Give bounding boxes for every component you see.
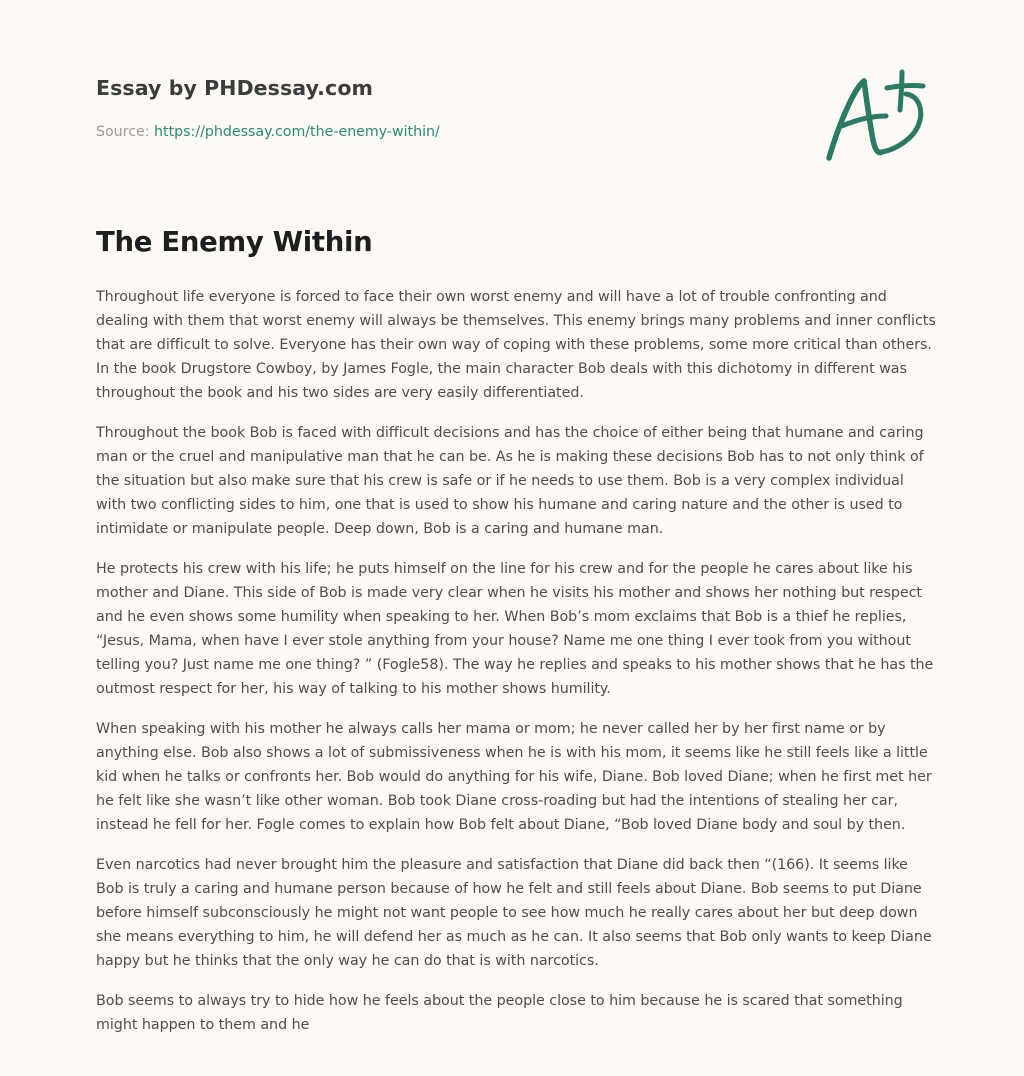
article-paragraph: Bob seems to always try to hide how he feels about the people close to him because he is scared that something might happen to them and he (96, 993, 903, 1033)
a-plus-grade-icon (820, 66, 930, 166)
article-paragraph: Even narcotics had never brought him the pleasure and satisfaction that Diane did back then “(166). It seems like Bob is truly a caring and humane person because of how he felt and still feels about Diane. Bob seems to put Diane before himself subconsciously he might not want people to see how much he really cares about her but deep down she means everything to him, he will defend her as much as he can. It also seems that Bob only wants to keep Diane happy but he thinks that the only way he can do that is with narcotics. (96, 857, 932, 969)
source-link[interactable]: https://phdessay.com/the-enemy-within/ (154, 124, 440, 140)
source-line (96, 124, 440, 140)
article-paragraph: He protects his crew with his life; he puts himself on the line for his crew and for the people he cares about like his mother and Diane. This side of Bob is made very clear when he visits his mother and shows her nothing but respect and he even shows some humility when speaking to her. When Bob’s mom exclaims that Bob is a thief he replies, “Jesus, Mama, when have I ever stole anything from your house? Name me one thing I ever took from you without telling you? Just name me one thing? ” (Fogle58). The way he replies and speaks to his mother shows that he has the outmost respect for her, his way of talking to his mother shows humility. (96, 561, 934, 697)
page-title: The Enemy Within (96, 226, 373, 258)
article-body (96, 285, 938, 1053)
article-paragraph: Throughout the book Bob is faced with difficult decisions and has the choice of either being that humane and caring man or the cruel and manipulative man that he can be. As he is making these decisions Bob has to not only think of the situation but also make sure that his crew is safe or if he needs to use them. Bob is a very complex individual with two conflicting sides to him, one that is used to show his humane and caring nature and the other is used to intimidate or manipulate people. Deep down, Bob is a caring and humane man. (96, 425, 924, 537)
article-paragraph: Throughout life everyone is forced to face their own worst enemy and will have a lot of trouble confronting and dealing with them that worst enemy will always be themselves. This enemy brings many problems and inner conflicts that are difficult to solve. Everyone has their own way of coping with these problems, some more critical than others. In the book Drugstore Cowboy, by James Fogle, the main character Bob deals with this dichotomy in different was throughout the book and his two sides are very easily differentiated. (96, 289, 936, 401)
source-label: Source: (96, 124, 155, 140)
article-paragraph: When speaking with his mother he always calls her mama or mom; he never called her by her first name or by anything else. Bob also shows a lot of submissiveness when he is with his mom, it seems like he still feels like a little kid when he talks or confronts her. Bob would do anything for his wife, Diane. Bob loved Diane; when he first met her he felt like she wasn’t like other woman. Bob took Diane cross-roading but had the intentions of stealing her car, instead he fell for her. Fogle comes to explain how Bob felt about Diane, “Bob loved Diane body and soul by then. (96, 721, 932, 833)
site-brand: Essay by PHDessay.com (96, 76, 373, 100)
